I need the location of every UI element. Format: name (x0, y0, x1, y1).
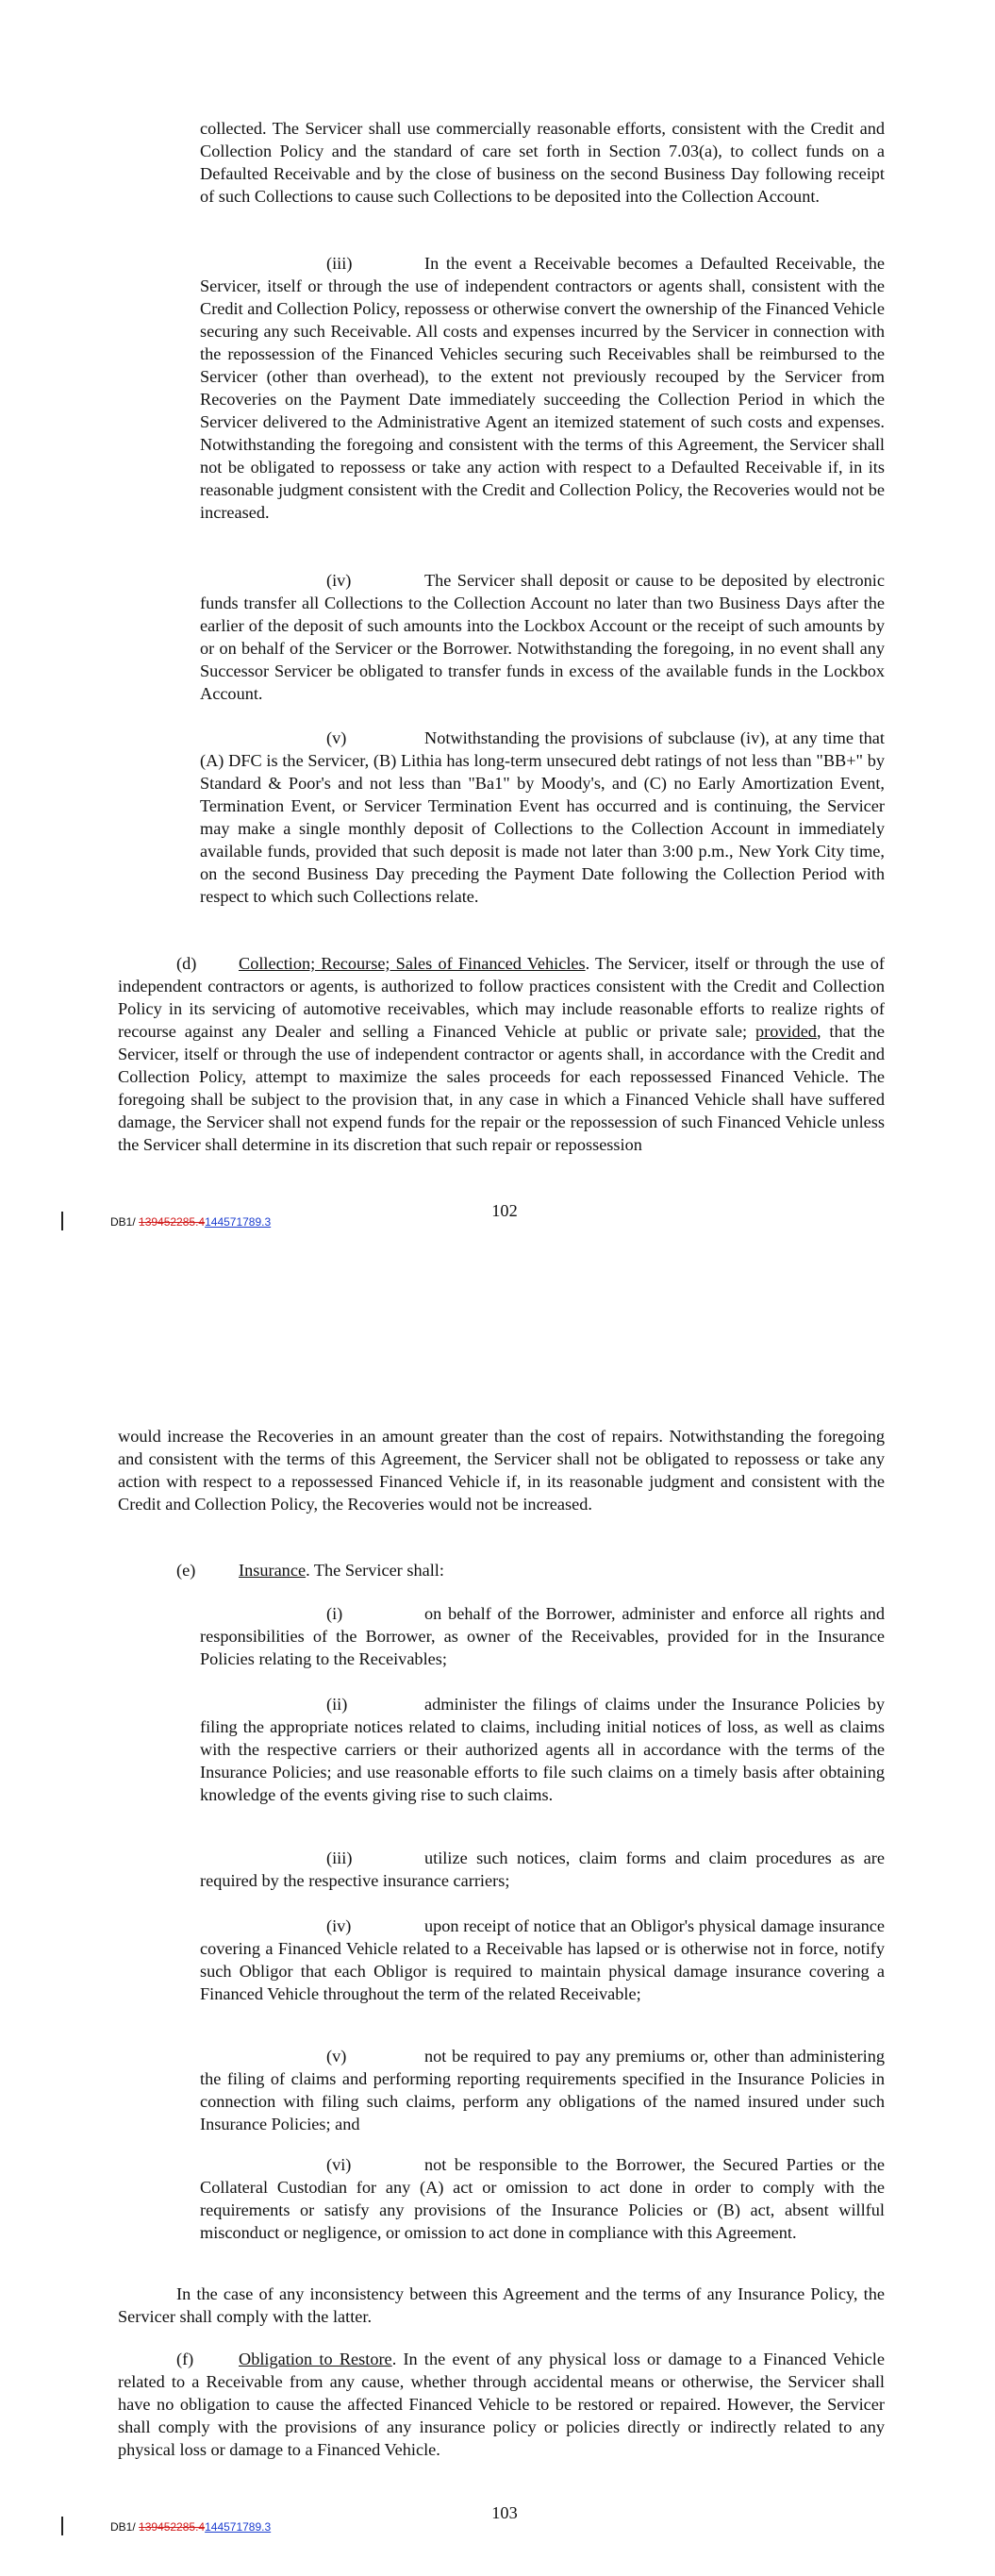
deleted-reference: 139452285.4 (139, 2520, 206, 2534)
paragraph-continuation: would increase the Recoveries in an amount greater than the cost of repairs. Notwithstanding the foregoing and consistent with the terms of this Agreement, the Servicer shall not be obligated to repossess or take any action with respect to a repossessed Financed Vehicle if, in its reasonable judgment and consistent with the Credit and Collection Policy, the Recoveries would not be increased. (118, 1427, 885, 1514)
paragraph-d: (d) Collection; Recourse; Sales of Financed Vehicles. The Servicer, itself or through the use of independent contractors or agents, is authorized to follow practices consistent with the Credit and Collection Policy in its servicing of automotive receivables, which may include reasonable efforts to realize rights of recourse against any Dealer and selling a Financed Vehicle at public or private sale; provided, that the Servicer, itself or through the use of independent contractor or agents shall, in accordance with the Credit and Collection Policy, attempt to maximize the sales proceeds for each repossessed Financed Vehicle. The foregoing shall be subject to the provision that, in any case in which a Financed Vehicle shall have suffered damage, the Servicer shall not expend funds for the repair or the repossession of such Financed Vehicle unless the Servicer shall determine in its discretion that such repair or repossession (118, 954, 885, 1154)
page-102 (0, 0, 995, 1255)
paragraph-e-ii: (ii) administer the filings of claims under the Insurance Policies by filing the appropriate notices related to claims, including initial notices of loss, as well as claims with the respective carriers or their authorized agents all in accordance with the terms of the Insurance Policies; and use reasonable efforts to file such claims on a timely basis after obtaining knowledge of the events giving rise to such claims. (200, 1695, 885, 1804)
paragraph-e-v: (v) not be required to pay any premiums or, other than administering the filing of claims and performing reporting requirements specified in the Insurance Policies in connection with filing such claims, perform any obligations of the named insured under such Insurance Policies; and (200, 2047, 885, 2133)
change-bar (61, 1212, 63, 1230)
deleted-reference: 139452285.4 (139, 1215, 206, 1229)
section-label: (d) (176, 954, 197, 973)
section-label: (f) (176, 2350, 194, 2368)
paragraph-collected: collected. The Servicer shall use commercially reasonable efforts, consistent with the Credit and Collection Policy and the standard of care set forth in Section 7.03(a), to collect funds on a Defaulted Receivable and by the close of business on the second Business Day following receipt of such Collections to cause such Collections to be deposited into the Collection Account. (200, 119, 885, 206)
paragraph-f: (f) Obligation to Restore. In the event of any physical loss or damage to a Financed Vehicle related to a Receivable from any cause, whether through accidental means or otherwise, the Servicer shall have no obligation to cause the affected Financed Vehicle to be restored or repaired. However, the Servicer shall comply with the provisions of any insurance policy or policies directly or indirectly related to any physical loss or damage to a Financed Vehicle. (118, 2350, 885, 2459)
clause-label: (iv) (326, 571, 352, 590)
paragraph-inconsistency: In the case of any inconsistency between this Agreement and the terms of any Insurance Policy, the Servicer shall comply with the latter. (118, 2284, 885, 2326)
clause-label: (v) (326, 728, 347, 747)
paragraph-e-i: (i) on behalf of the Borrower, administer and enforce all rights and responsibilities of the Borrower, as owner of the Receivables, provided for in the Insurance Policies relating to the Receivables; (200, 1604, 885, 1668)
page-103 (0, 1255, 995, 2576)
paragraph-e-iv: (iv) upon receipt of notice that an Obligor's physical damage insurance covering a Financed Vehicle related to a Receivable has lapsed or is otherwise not in force, notify such Obligor that each Obligor is required to maintain physical damage insurance covering a Financed Vehicle throughout the term of the related Receivable; (200, 1916, 885, 2003)
clause-label: (iii) (326, 1848, 353, 1867)
section-heading: Insurance (239, 1561, 307, 1580)
clause-label: (i) (326, 1604, 343, 1623)
paragraph-e-vi: (vi) not be responsible to the Borrower, the Secured Parties or the Collateral Custodian for any (A) act or omission to act done in order to comply with the requirements or satisfy any provisions of the Insurance Policies or (B) act, absent willful misconduct or negligence, or omission to act done in compliance with this Agreement. (200, 2155, 885, 2242)
page-number: 102 (491, 1201, 518, 1220)
paragraph-e-iii: (iii) utilize such notices, claim forms and claim procedures as are required by the respective insurance carriers; (200, 1848, 885, 1890)
paragraph-e: (e) Insurance. The Servicer shall: (176, 1561, 444, 1580)
document-reference: DB1/ 139452285.4144571789.3 (110, 1215, 272, 1229)
section-heading: Collection; Recourse; Sales of Financed Vehicles (239, 954, 586, 973)
clause-label: (ii) (326, 1695, 348, 1714)
inserted-reference: 144571789.3 (205, 1215, 272, 1229)
paragraph-c-v: (v) Notwithstanding the provisions of subclause (iv), at any time that (A) DFC is the Servicer, (B) Lithia has long-term unsecured debt ratings of not less than "BB+" by Standard & Poor's and not less than "Ba1" by Moody's, and (C) no Early Amortization Event, Termination Event, or Servicer Termination Event has occurred and is continuing, the Servicer may make a single monthly deposit of Collections to the Collection Account in immediately available funds, provided that such deposit is made not later than 3:00 p.m., New York City time, on the second Business Day preceding the Payment Date following the Collection Period with respect to which such Collections relate. (200, 728, 885, 906)
provided-term: provided (755, 1022, 817, 1041)
change-bar (61, 2517, 63, 2535)
page-number: 103 (491, 2503, 518, 2522)
section-label: (e) (176, 1561, 196, 1580)
section-heading: Obligation to Restore (239, 2350, 392, 2368)
inserted-reference: 144571789.3 (205, 2520, 272, 2534)
paragraph-c-iv: (iv) The Servicer shall deposit or cause to be deposited by electronic funds transfer all Collections to the Collection Account no later than two Business Days after the earlier of the deposit of such amounts into the Lockbox Account or the receipt of such amounts by or on behalf of the Servicer or the Borrower. Notwithstanding the foregoing, in no event shall any Successor Servicer be obligated to transfer funds in excess of the available funds in the Lockbox Account. (200, 571, 885, 703)
clause-label: (vi) (326, 2155, 352, 2174)
paragraph-c-iii: (iii) In the event a Receivable becomes a Defaulted Receivable, the Servicer, itself or through the use of independent contractors or agents shall, consistent with the Credit and Collection Policy, repossess or otherwise convert the ownership of the Financed Vehicle securing any such Receivable. All costs and expenses incurred by the Servicer in connection with the repossession of the Financed Vehicles securing such Receivables shall be reimbursed to the Servicer (other than overhead), to the extent not previously recouped by the Servicer from Recoveries on the Payment Date immediately succeeding the Collection Period in which the Servicer delivered to the Administrative Agent an itemized statement of such costs and expenses. Notwithstanding the foregoing and consistent with the terms of this Agreement, the Servicer shall not be obligated to repossess or take any action with respect to a Defaulted Receivable if, in its reasonable judgment consistent with the Credit and Collection Policy, the Recoveries would not be increased. (200, 254, 885, 522)
document-reference: DB1/ 139452285.4144571789.3 (110, 2520, 272, 2534)
clause-label: (iv) (326, 1916, 352, 1935)
clause-label: (iii) (326, 254, 353, 273)
clause-label: (v) (326, 2047, 347, 2066)
